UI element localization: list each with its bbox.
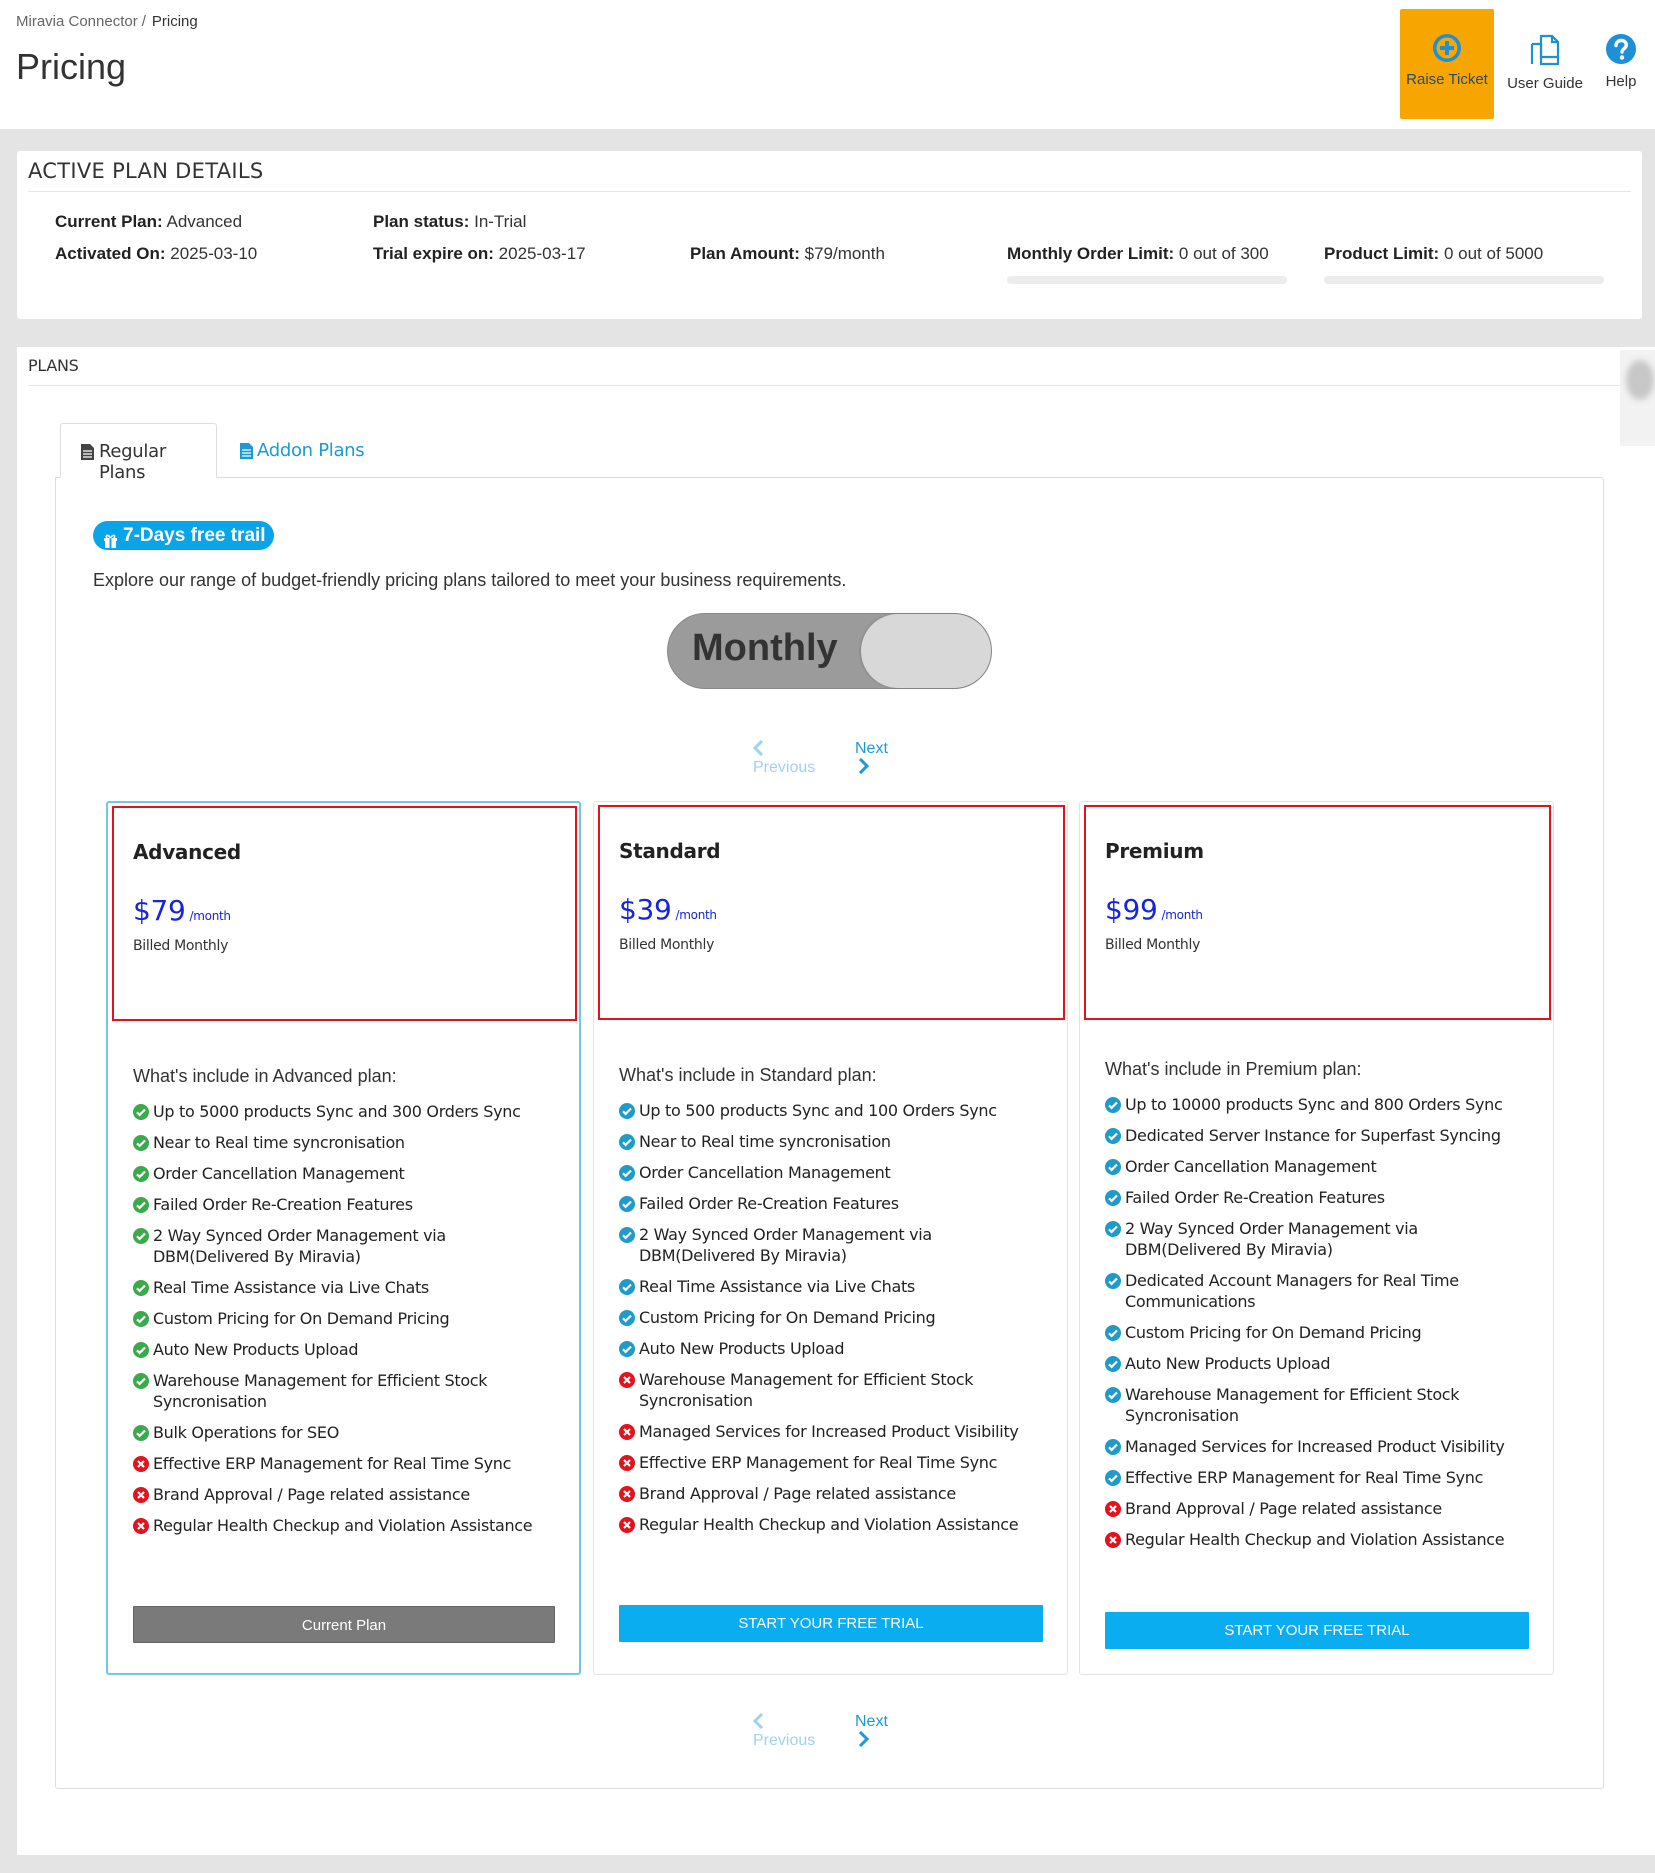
check-circle-icon bbox=[1105, 1190, 1121, 1206]
feature-item bbox=[133, 1453, 561, 1474]
plan-price-period: /month bbox=[189, 909, 231, 923]
file-icon bbox=[240, 443, 253, 459]
activated-on-field: Activated On: 2025-03-10 bbox=[55, 244, 258, 263]
feature-item bbox=[1105, 1436, 1535, 1457]
plan-price-period: /month bbox=[675, 908, 717, 922]
trial-expire-value: 2025-03-17 bbox=[498, 244, 586, 263]
gift-icon bbox=[103, 528, 118, 557]
plan-card-premium bbox=[1079, 801, 1554, 1675]
question-circle-icon bbox=[1605, 33, 1637, 65]
feature-label: Up to 5000 products Sync and 300 Orders Sync bbox=[153, 1102, 521, 1121]
times-circle-icon bbox=[619, 1455, 635, 1471]
times-circle-icon bbox=[619, 1424, 635, 1440]
feature-item bbox=[1105, 1353, 1535, 1374]
feature-item bbox=[619, 1224, 1049, 1266]
plan-include-heading: What's include in Standard plan: bbox=[619, 1065, 877, 1085]
check-circle-icon bbox=[1105, 1356, 1121, 1372]
feature-label: Effective ERP Management for Real Time Sync bbox=[153, 1454, 512, 1473]
feature-item bbox=[133, 1101, 561, 1122]
feature-item bbox=[1105, 1218, 1535, 1260]
product-limit-progress-bar bbox=[1324, 276, 1604, 284]
check-circle-icon bbox=[1105, 1128, 1121, 1144]
feature-item bbox=[133, 1515, 561, 1536]
order-limit-progress-bar bbox=[1007, 276, 1287, 284]
check-circle-icon bbox=[619, 1279, 635, 1295]
feature-item bbox=[1105, 1322, 1535, 1343]
check-circle-icon bbox=[619, 1310, 635, 1326]
feature-label: Auto New Products Upload bbox=[1125, 1354, 1331, 1373]
free-trial-badge-text: 7-Days free trail bbox=[123, 525, 266, 546]
check-circle-icon bbox=[133, 1197, 149, 1213]
plan-amount-field: Plan Amount: $79/month bbox=[690, 244, 885, 263]
feature-label: Warehouse Management for Efficient Stock Syncronisation bbox=[639, 1370, 974, 1410]
check-circle-icon bbox=[619, 1341, 635, 1357]
feature-item bbox=[1105, 1125, 1535, 1146]
check-circle-icon bbox=[1105, 1439, 1121, 1455]
feature-label: Bulk Operations for SEO bbox=[153, 1423, 340, 1442]
scrollbar-thumb[interactable] bbox=[1620, 350, 1655, 446]
check-circle-icon bbox=[133, 1166, 149, 1182]
product-limit-field: Product Limit: 0 out of 5000 bbox=[1324, 244, 1544, 263]
plans-title: PLANS bbox=[28, 356, 79, 375]
feature-label: Up to 500 products Sync and 100 Orders Sync bbox=[639, 1101, 997, 1120]
feature-label: Real Time Assistance via Live Chats bbox=[639, 1277, 915, 1296]
trial-expire-field: Trial expire on: 2025-03-17 bbox=[373, 244, 586, 263]
tab-addon-plans[interactable] bbox=[230, 423, 370, 478]
feature-item bbox=[133, 1194, 561, 1215]
feature-label: Custom Pricing for On Demand Pricing bbox=[639, 1308, 936, 1327]
feature-item bbox=[619, 1307, 1049, 1328]
feature-item bbox=[619, 1514, 1049, 1535]
feature-item bbox=[1105, 1187, 1535, 1208]
feature-label: Failed Order Re-Creation Features bbox=[153, 1195, 413, 1214]
chevron-left-icon bbox=[753, 740, 764, 756]
check-circle-icon bbox=[1105, 1325, 1121, 1341]
feature-label: Brand Approval / Page related assistance bbox=[153, 1485, 470, 1504]
feature-label: Custom Pricing for On Demand Pricing bbox=[153, 1309, 450, 1328]
divider bbox=[28, 191, 1631, 192]
check-circle-icon bbox=[133, 1228, 149, 1244]
current-plan-button[interactable]: Current Plan bbox=[133, 1606, 555, 1643]
plan-card-standard bbox=[593, 801, 1068, 1675]
chevron-right-icon bbox=[858, 758, 869, 774]
plan-include-heading: What's include in Advanced plan: bbox=[133, 1066, 397, 1086]
feature-label: Order Cancellation Management bbox=[153, 1164, 405, 1183]
times-circle-icon bbox=[619, 1372, 635, 1388]
plan-price-value: $39 bbox=[619, 893, 672, 926]
feature-item bbox=[619, 1483, 1049, 1504]
feature-item bbox=[1105, 1529, 1535, 1550]
check-circle-icon bbox=[619, 1196, 635, 1212]
feature-label: Dedicated Server Instance for Superfast Syncing bbox=[1125, 1126, 1501, 1145]
feature-item bbox=[1105, 1467, 1535, 1488]
current-plan-field: Current Plan: Advanced bbox=[55, 212, 243, 231]
previous-label: Previous bbox=[753, 1732, 816, 1749]
feature-item bbox=[1105, 1094, 1535, 1115]
help-button[interactable] bbox=[1598, 9, 1644, 119]
feature-item bbox=[133, 1339, 561, 1360]
chevron-right-icon bbox=[858, 1731, 869, 1747]
copy-document-icon bbox=[1528, 33, 1562, 67]
plan-status-field: Plan status: In-Trial bbox=[373, 212, 527, 231]
feature-label: Failed Order Re-Creation Features bbox=[1125, 1188, 1385, 1207]
feature-label: Regular Health Checkup and Violation Assistance bbox=[153, 1516, 533, 1535]
plan-feature-list bbox=[133, 1101, 561, 1546]
free-trial-badge bbox=[93, 521, 274, 550]
feature-label: Brand Approval / Page related assistance bbox=[639, 1484, 956, 1503]
check-circle-icon bbox=[133, 1311, 149, 1327]
check-circle-icon bbox=[619, 1103, 635, 1119]
breadcrumb-separator: / bbox=[141, 13, 146, 30]
feature-label: Regular Health Checkup and Violation Assistance bbox=[1125, 1530, 1505, 1549]
page-title: Pricing bbox=[16, 46, 127, 87]
plan-price-value: $99 bbox=[1105, 893, 1158, 926]
feature-label: Warehouse Management for Efficient Stock Syncronisation bbox=[1125, 1385, 1460, 1425]
previous-label: Previous bbox=[753, 759, 816, 776]
activated-on-value: 2025-03-10 bbox=[170, 244, 258, 263]
feature-label: Failed Order Re-Creation Features bbox=[639, 1194, 899, 1213]
feature-item bbox=[133, 1422, 561, 1443]
plan-price bbox=[1105, 893, 1203, 926]
plan-billing-note: Billed Monthly bbox=[1105, 937, 1201, 953]
file-icon bbox=[81, 444, 94, 460]
check-circle-icon bbox=[619, 1134, 635, 1150]
feature-item bbox=[133, 1132, 561, 1153]
page-header bbox=[0, 0, 1655, 129]
feature-item bbox=[133, 1225, 561, 1267]
feature-label: Regular Health Checkup and Violation Assistance bbox=[639, 1515, 1019, 1534]
times-circle-icon bbox=[619, 1517, 635, 1533]
times-circle-icon bbox=[1105, 1532, 1121, 1548]
check-circle-icon bbox=[1105, 1387, 1121, 1403]
tab-regular-plans[interactable] bbox=[60, 423, 217, 483]
next-link[interactable] bbox=[855, 740, 888, 777]
plan-price bbox=[619, 893, 717, 926]
plan-price bbox=[133, 894, 231, 927]
tab-label: Addon Plans bbox=[257, 440, 365, 461]
plans-intro-text: Explore our range of budget-friendly pricing plans tailored to meet your business requirements. bbox=[93, 570, 847, 590]
feature-label: Auto New Products Upload bbox=[153, 1340, 359, 1359]
feature-label: Managed Services for Increased Product Visibility bbox=[1125, 1437, 1505, 1456]
plan-billing-note: Billed Monthly bbox=[133, 938, 229, 954]
plan-price-value: $79 bbox=[133, 894, 186, 927]
tab-label: Regular Plans bbox=[99, 441, 166, 483]
check-circle-icon bbox=[1105, 1097, 1121, 1113]
plan-name: Premium bbox=[1105, 839, 1204, 863]
feature-item bbox=[619, 1421, 1049, 1442]
previous-link[interactable] bbox=[753, 740, 815, 777]
feature-label: 2 Way Synced Order Management via DBM(Delivered By Miravia) bbox=[639, 1225, 932, 1265]
check-circle-icon bbox=[133, 1280, 149, 1296]
plan-price-period: /month bbox=[1161, 908, 1203, 922]
feature-label: Near to Real time syncronisation bbox=[639, 1132, 891, 1151]
active-plan-title: ACTIVE PLAN DETAILS bbox=[28, 159, 264, 183]
check-circle-icon bbox=[1105, 1470, 1121, 1486]
plan-amount-value: $79/month bbox=[804, 244, 885, 263]
check-circle-icon bbox=[133, 1425, 149, 1441]
times-circle-icon bbox=[133, 1456, 149, 1472]
raise-ticket-button[interactable] bbox=[1400, 9, 1494, 119]
feature-item bbox=[1105, 1270, 1535, 1312]
plan-name: Standard bbox=[619, 839, 721, 863]
feature-item bbox=[133, 1484, 561, 1505]
feature-item bbox=[133, 1370, 561, 1412]
times-circle-icon bbox=[619, 1486, 635, 1502]
check-circle-icon bbox=[133, 1104, 149, 1120]
plan-feature-list bbox=[1105, 1094, 1535, 1560]
plan-card-advanced bbox=[106, 801, 581, 1675]
next-label: Next bbox=[855, 1713, 888, 1730]
start-free-trial-button[interactable]: START YOUR FREE TRIAL bbox=[1105, 1612, 1529, 1649]
product-limit-value: 0 out of 5000 bbox=[1443, 244, 1544, 263]
feature-label: Warehouse Management for Efficient Stock Syncronisation bbox=[153, 1371, 488, 1411]
plus-circle-icon bbox=[1432, 33, 1462, 63]
chevron-left-icon bbox=[753, 1713, 764, 1729]
billing-period-toggle[interactable] bbox=[667, 613, 992, 689]
raise-ticket-label: Raise Ticket bbox=[1406, 71, 1488, 88]
times-circle-icon bbox=[133, 1518, 149, 1534]
check-circle-icon bbox=[1105, 1273, 1121, 1289]
check-circle-icon bbox=[1105, 1159, 1121, 1175]
feature-item bbox=[133, 1277, 561, 1298]
feature-item bbox=[619, 1100, 1049, 1121]
billing-period-label: Monthly bbox=[692, 627, 838, 669]
plan-feature-list bbox=[619, 1100, 1049, 1545]
previous-link[interactable] bbox=[753, 1713, 815, 1750]
next-label: Next bbox=[855, 740, 888, 757]
active-plan-card bbox=[17, 151, 1642, 319]
check-circle-icon bbox=[1105, 1221, 1121, 1237]
times-circle-icon bbox=[1105, 1501, 1121, 1517]
plan-billing-note: Billed Monthly bbox=[619, 937, 715, 953]
feature-label: Real Time Assistance via Live Chats bbox=[153, 1278, 429, 1297]
start-free-trial-button[interactable]: START YOUR FREE TRIAL bbox=[619, 1605, 1043, 1642]
user-guide-button[interactable] bbox=[1503, 9, 1587, 119]
plan-status-value: In-Trial bbox=[474, 212, 527, 231]
feature-label: Auto New Products Upload bbox=[639, 1339, 845, 1358]
feature-item bbox=[1105, 1156, 1535, 1177]
feature-item bbox=[619, 1452, 1049, 1473]
check-circle-icon bbox=[133, 1373, 149, 1389]
feature-label: Near to Real time syncronisation bbox=[153, 1133, 405, 1152]
order-limit-field: Monthly Order Limit: 0 out of 300 bbox=[1007, 244, 1269, 263]
toggle-knob bbox=[861, 614, 991, 688]
feature-label: Order Cancellation Management bbox=[1125, 1157, 1377, 1176]
feature-item bbox=[1105, 1498, 1535, 1519]
feature-item bbox=[619, 1193, 1049, 1214]
order-limit-value: 0 out of 300 bbox=[1178, 244, 1269, 263]
breadcrumb-parent[interactable]: Miravia Connector bbox=[16, 13, 138, 30]
feature-label: Dedicated Account Managers for Real Time Communications bbox=[1125, 1271, 1459, 1311]
times-circle-icon bbox=[133, 1487, 149, 1503]
feature-item bbox=[619, 1276, 1049, 1297]
check-circle-icon bbox=[133, 1135, 149, 1151]
feature-label: 2 Way Synced Order Management via DBM(Delivered By Miravia) bbox=[1125, 1219, 1418, 1259]
feature-label: Brand Approval / Page related assistance bbox=[1125, 1499, 1442, 1518]
check-circle-icon bbox=[619, 1165, 635, 1181]
current-plan-value: Advanced bbox=[166, 212, 243, 231]
divider bbox=[28, 385, 1629, 386]
feature-label: Up to 10000 products Sync and 800 Orders Sync bbox=[1125, 1095, 1503, 1114]
feature-item bbox=[1105, 1384, 1535, 1426]
feature-label: Managed Services for Increased Product Visibility bbox=[639, 1422, 1019, 1441]
feature-label: 2 Way Synced Order Management via DBM(Delivered By Miravia) bbox=[153, 1226, 446, 1266]
feature-label: Effective ERP Management for Real Time Sync bbox=[1125, 1468, 1484, 1487]
user-guide-label: User Guide bbox=[1507, 75, 1583, 92]
plan-include-heading: What's include in Premium plan: bbox=[1105, 1059, 1362, 1079]
feature-label: Order Cancellation Management bbox=[639, 1163, 891, 1182]
feature-item bbox=[619, 1131, 1049, 1152]
feature-item bbox=[133, 1308, 561, 1329]
feature-item bbox=[133, 1163, 561, 1184]
check-circle-icon bbox=[619, 1227, 635, 1243]
breadcrumb-current: Pricing bbox=[151, 13, 198, 30]
feature-item bbox=[619, 1162, 1049, 1183]
next-link[interactable] bbox=[855, 1713, 888, 1750]
feature-item bbox=[619, 1369, 1049, 1411]
help-label: Help bbox=[1605, 73, 1637, 90]
feature-label: Effective ERP Management for Real Time Sync bbox=[639, 1453, 998, 1472]
feature-label: Custom Pricing for On Demand Pricing bbox=[1125, 1323, 1422, 1342]
breadcrumb bbox=[16, 13, 198, 30]
feature-item bbox=[619, 1338, 1049, 1359]
check-circle-icon bbox=[133, 1342, 149, 1358]
plan-name: Advanced bbox=[133, 840, 241, 864]
